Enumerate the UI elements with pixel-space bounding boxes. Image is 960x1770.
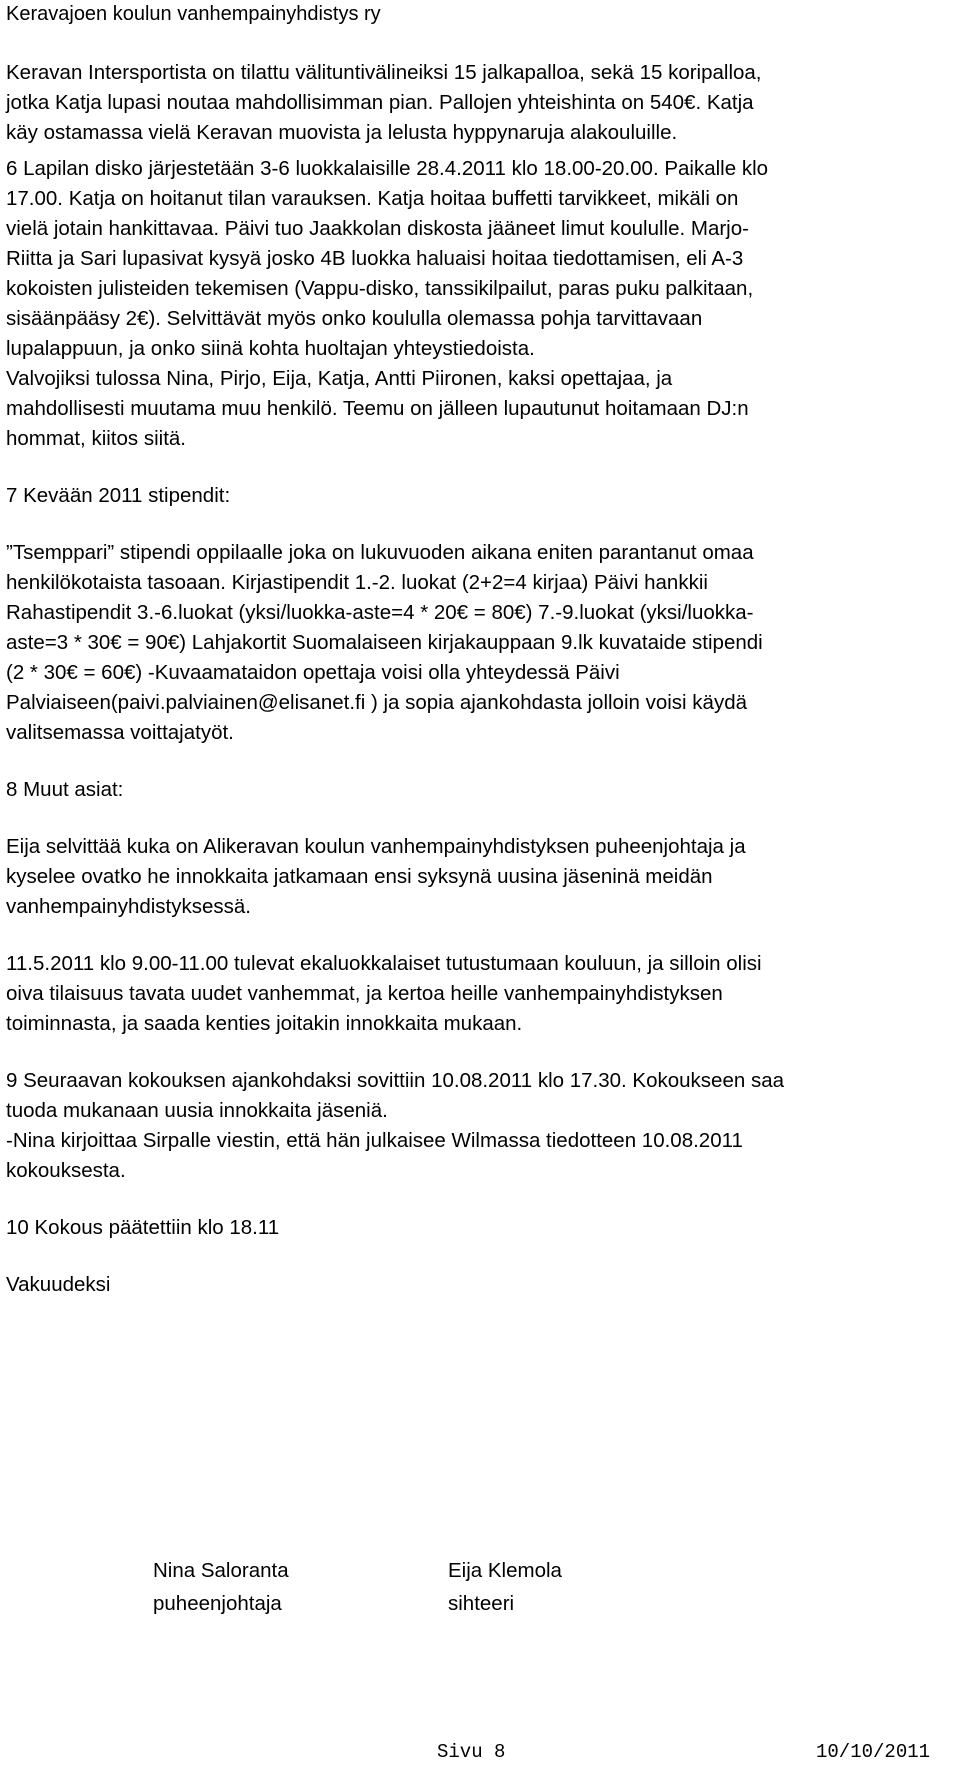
text-line: Eija selvittää kuka on Alikeravan koulun vanhempainyhdistyksen puheenjohtaja ja (6, 835, 746, 858)
text-line: 11.5.2011 klo 9.00-11.00 tulevat ekaluokkalaiset tutustumaan kouluun, ja silloin olisi (6, 952, 762, 975)
text-line: sisäänpääsy 2€). Selvittävät myös onko koululla olemassa pohja tarvittavaan (6, 307, 703, 330)
text-line: vielä jotain hankittavaa. Päivi tuo Jaakkolan diskosta jääneet limut koululle. Marjo- (6, 217, 749, 240)
text-line: 8 Muut asiat: (6, 778, 124, 801)
text-line: oiva tilaisuus tavata uudet vanhemmat, ja kertoa heille vanhempainyhdistyksen (6, 982, 723, 1005)
text-line: Valvojiksi tulossa Nina, Pirjo, Eija, Katja, Antti Piironen, kaksi opettajaa, ja (6, 367, 673, 390)
text-line: 10 Kokous päätettiin klo 18.11 (6, 1216, 280, 1239)
text-line: mahdollisesti muutama muu henkilö. Teemu on jälleen lupautunut hoitamaan DJ:n (6, 397, 749, 420)
text-line: 7 Kevään 2011 stipendit: (6, 484, 231, 507)
text-line: Palviaiseen(paivi.palviainen@elisanet.fi ) ja sopia ajankohdasta jolloin voisi käydä (6, 691, 748, 714)
signature-secretary (448, 1554, 562, 1620)
text-line: käy ostamassa vielä Keravan muovista ja lelusta hyppynaruja alakouluille. (6, 121, 678, 144)
signature-role: puheenjohtaja (153, 1592, 282, 1615)
paragraph-ekaluokkalaiset (6, 949, 946, 1039)
footer-date: 10/10/2011 (816, 1741, 931, 1763)
signature-role: sihteeri (448, 1592, 515, 1615)
heading-stipendit (6, 481, 946, 511)
text-line: Rahastipendit 3.-6.luokat (yksi/luokka-aste=4 * 20€ = 80€) 7.-9.luokat (yksi/luokka- (6, 601, 754, 624)
text-line: kyselee ovatko he innokkaita jatkamaan ensi syksynä uusina jäseninä meidän (6, 865, 713, 888)
text-line: Riitta ja Sari lupasivat kysyä josko 4B luokka haluaisi hoitaa tiedottamisen, eli A-3 (6, 247, 744, 270)
text-line: henkilökotaista tasoaan. Kirjastipendit 1.-2. luokat (2+2=4 kirjaa) Päivi hankkii (6, 571, 708, 594)
text-line: kokoisten julisteiden tekemisen (Vappu-disko, tanssikilpailut, paras puku palkitaan, (6, 277, 754, 300)
text-line: toiminnasta, ja saada kenties joitakin innokkaita mukaan. (6, 1012, 523, 1035)
heading-muut-asiat (6, 775, 946, 805)
paragraph-stipendit (6, 538, 946, 748)
text-line: 9 Seuraavan kokouksen ajankohdaksi sovittiin 10.08.2011 klo 17.30. Kokoukseen saa (6, 1069, 785, 1092)
text-line: kokouksesta. (6, 1159, 126, 1182)
paragraph-intersport (6, 58, 946, 148)
footer-page-number: Sivu 8 (437, 1741, 506, 1763)
text-line: (2 * 30€ = 60€) -Kuvaamataidon opettaja voisi olla yhteydessä Päivi (6, 661, 620, 684)
paragraph-disko (6, 154, 946, 454)
signature-chair (153, 1554, 289, 1620)
document-header-title: Keravajoen koulun vanhempainyhdistys ry (6, 3, 381, 25)
paragraph-seuraava-kokous (6, 1066, 946, 1186)
text-line: 6 Lapilan disko järjestetään 3-6 luokkalaisille 28.4.2011 klo 18.00-20.00. Paikalle klo (6, 157, 769, 180)
signature-name: Nina Saloranta (153, 1559, 289, 1582)
document-body (6, 58, 946, 1300)
text-line: lupalappuun, ja onko siinä kohta huoltajan yhteystiedoista. (6, 337, 535, 360)
paragraph-alikerava (6, 832, 946, 922)
text-line: vanhempainyhdistyksessä. (6, 895, 251, 918)
text-line: -Nina kirjoittaa Sirpalle viestin, että hän julkaisee Wilmassa tiedotteen 10.08.2011 (6, 1129, 743, 1152)
text-line: Keravan Intersportista on tilattu välituntivälineiksi 15 jalkapalloa, sekä 15 koripalloa, (6, 61, 762, 84)
text-line: hommat, kiitos siitä. (6, 427, 186, 450)
text-line: Vakuudeksi (6, 1273, 111, 1296)
signature-name: Eija Klemola (448, 1559, 562, 1582)
text-line: valitsemassa voittajatyöt. (6, 721, 234, 744)
text-line: aste=3 * 30€ = 90€) Lahjakortit Suomalaiseen kirjakauppaan 9.lk kuvataide stipendi (6, 631, 763, 654)
text-line: jotka Katja lupasi noutaa mahdollisimman pian. Pallojen yhteishinta on 540€. Katja (6, 91, 754, 114)
paragraph-kokous-paatettiin (6, 1213, 946, 1243)
text-line: ”Tsemppari” stipendi oppilaalle joka on lukuvuoden aikana eniten parantanut omaa (6, 541, 754, 564)
text-line: tuoda mukanaan uusia innokkaita jäseniä. (6, 1099, 388, 1122)
paragraph-vakuudeksi (6, 1270, 946, 1300)
text-line: 17.00. Katja on hoitanut tilan varauksen. Katja hoitaa buffetti tarvikkeet, mikäli on (6, 187, 739, 210)
